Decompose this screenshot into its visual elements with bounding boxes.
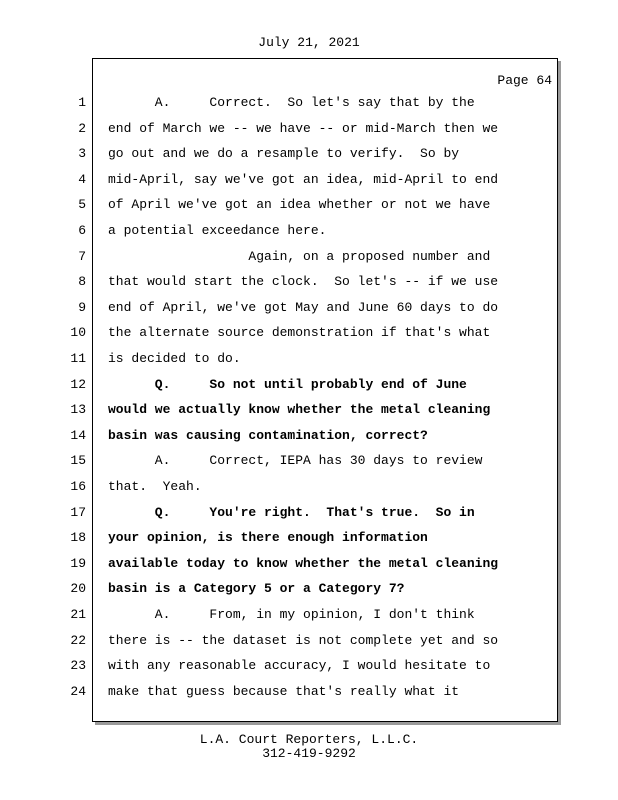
line-number: 19 [70,555,86,571]
line-number: 2 [78,120,86,136]
line-number: 17 [70,504,86,520]
transcript-line: A. Correct. So let's say that by the [108,95,475,110]
page-number: Page 64 [497,73,552,88]
line-number: 5 [78,197,86,213]
transcript-line: Again, on a proposed number and [108,248,491,264]
line-number: 8 [78,274,86,290]
line-number: 23 [70,658,86,674]
line-number: 15 [70,453,86,469]
transcript-line: available today to know whether the metal cleaning [108,555,499,571]
line-number: 18 [70,530,86,546]
transcript-line: make that guess because that's really what it [108,683,460,699]
line-number: 9 [78,299,86,315]
line-number: 13 [70,402,86,418]
transcript-line: end of March we -- we have -- or mid-March then we [108,120,499,136]
transcript-line: Q. So not until probably end of June [108,376,467,392]
line-number: 1 [78,95,86,110]
transcript-line: your opinion, is there enough information [108,530,428,546]
transcript-line: is decided to do. [108,351,241,366]
line-number: 22 [70,632,86,648]
line-number: 21 [70,607,86,622]
transcript-line: basin is a Category 5 or a Category 7? [108,581,405,597]
line-number: 14 [70,427,86,443]
transcript-line: A. From, in my opinion, I don't think [108,607,475,622]
transcript-line: there is -- the dataset is not complete yet and so [108,632,499,648]
transcript-line: of April we've got an idea whether or not we have [108,197,491,213]
transcript-line: basin was causing contamination, correct? [108,427,428,443]
line-number: 12 [70,376,86,392]
line-number: 6 [78,223,86,238]
line-number: 11 [70,351,86,366]
line-number: 24 [70,683,86,699]
line-number: 7 [78,248,86,264]
transcript-line: mid-April, say we've got an idea, mid-April to end [108,171,499,187]
transcript-line: Q. You're right. That's true. So in [108,504,475,520]
footer-company: L.A. Court Reporters, L.L.C. [199,732,419,747]
transcript-date: July 21, 2021 [258,35,360,50]
transcript-line: a potential exceedance here. [108,223,327,238]
line-number: 10 [70,325,86,341]
transcript-line: end of April, we've got May and June 60 days to do [108,299,499,315]
footer-phone: 312-419-9292 [262,746,356,761]
footer [0,733,618,761]
line-number: 3 [78,146,86,162]
transcript-line: the alternate source demonstration if that's what [108,325,491,341]
transcript-line: go out and we do a resample to verify. So by [108,146,460,162]
transcript-line: would we actually know whether the metal cleaning [108,402,491,418]
transcript-line: that. Yeah. [108,479,202,494]
line-number: 16 [70,479,86,494]
transcript-line: that would start the clock. So let's -- if we use [108,274,499,290]
transcript-line: A. Correct, IEPA has 30 days to review [108,453,483,469]
transcript-line: with any reasonable accuracy, I would hesitate to [108,658,491,674]
line-number: 4 [78,171,86,187]
line-number: 20 [70,581,86,597]
